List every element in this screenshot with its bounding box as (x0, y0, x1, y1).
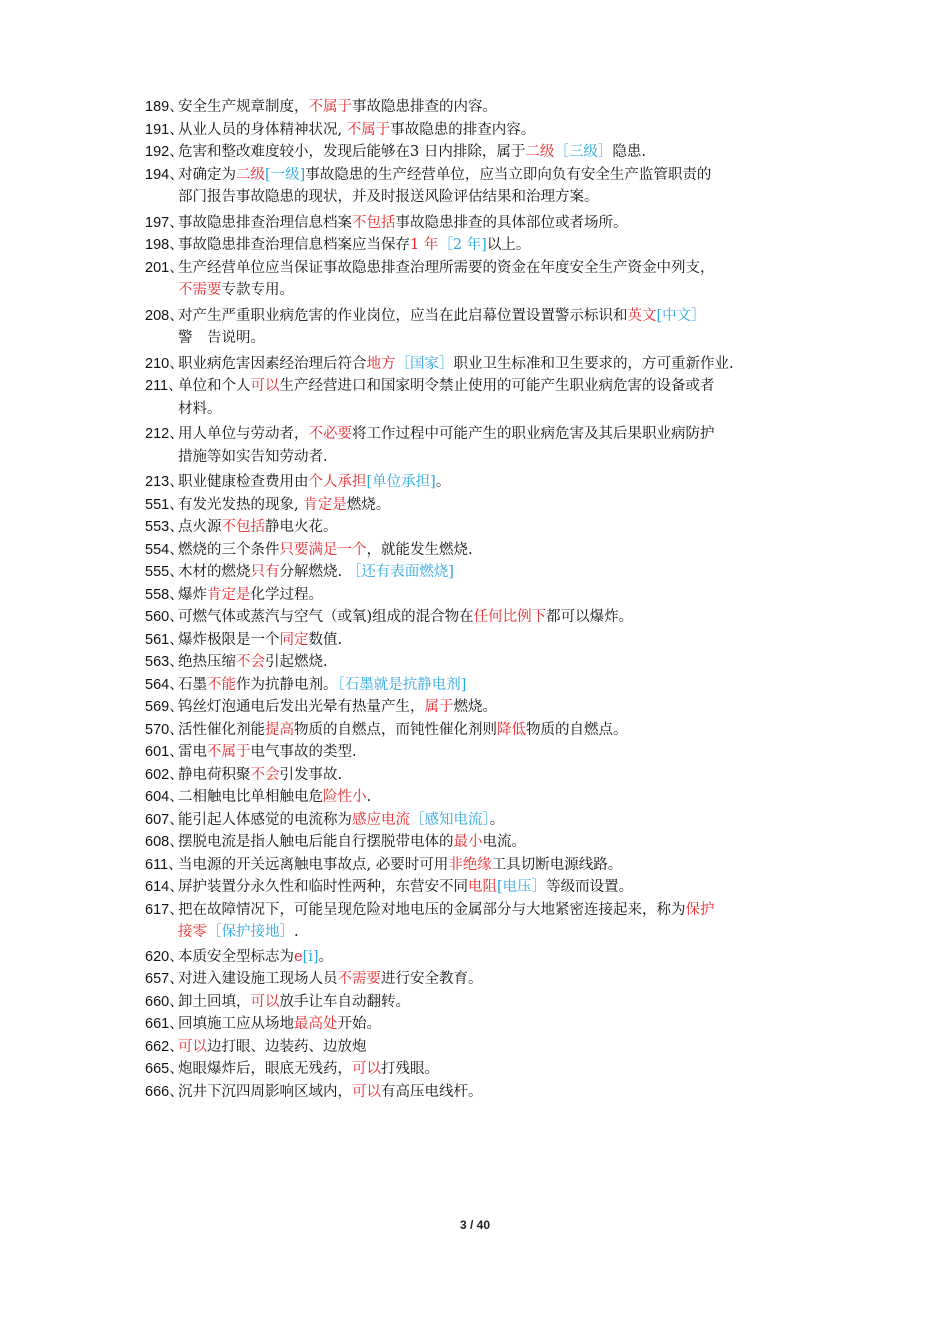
question-text (178, 561, 825, 584)
statement-text: 电气事故的类型. (250, 744, 357, 760)
question-number: 602、 (145, 766, 184, 783)
incorrect-phrase: 不会 (250, 766, 280, 783)
statement-text: 木材的燃烧 (178, 564, 251, 580)
incorrect-phrase: 可以 (352, 1083, 381, 1100)
statement-text: 进行安全教育。 (381, 971, 483, 987)
incorrect-phrase: 不必要 (308, 426, 352, 442)
question-text (178, 719, 825, 742)
statement-text: 部门报告事故隐患的现状，并及时报送风险评估结果和治理方案。 (178, 189, 599, 205)
question-text (178, 809, 825, 832)
statement-text: 静电荷积聚 (178, 766, 251, 783)
question-number: 194、 (145, 166, 184, 183)
incorrect-phrase: 保护 (685, 901, 715, 918)
question-text (178, 96, 825, 119)
statement-text: 对进入建设施工现场人员 (178, 971, 338, 987)
question-text-continued (178, 398, 825, 421)
question-text (178, 629, 825, 652)
incorrect-phrase: 险性小 (323, 789, 367, 805)
question-number: 212、 (145, 426, 184, 442)
question-item (145, 353, 825, 376)
correct-answer: [一级] (265, 166, 306, 183)
question-text (178, 651, 825, 674)
statement-text: 绝热压缩 (178, 654, 236, 670)
incorrect-phrase: 不会 (236, 654, 265, 670)
question-text-continued (178, 279, 825, 302)
question-item (145, 1081, 825, 1104)
question-number: 211、 (145, 378, 183, 394)
correct-answer: ［石墨就是抗静电剂] (337, 676, 467, 693)
question-item (145, 854, 825, 877)
question-item (145, 516, 825, 539)
question-item (145, 305, 825, 350)
incorrect-phrase: 只有 (250, 564, 280, 580)
statement-text: . (294, 924, 299, 940)
question-text (178, 375, 825, 398)
incorrect-phrase: 肯定是 (303, 496, 347, 513)
statement-text: 。 (435, 474, 451, 490)
incorrect-phrase: 感应电流 (352, 811, 410, 828)
statement-text: 单位和个人 (178, 378, 251, 394)
question-number: 210、 (145, 355, 184, 372)
question-text-continued (178, 186, 825, 209)
statement-text: 隐患. (612, 144, 646, 160)
question-item (145, 674, 825, 697)
question-text (178, 674, 825, 697)
statement-text: 爆炸极限是一个 (178, 631, 280, 648)
question-text (178, 212, 825, 235)
question-list (145, 96, 825, 1103)
statement-text: 可燃气体或蒸汽与空气（或氧)组成的混合物在 (178, 609, 474, 625)
incorrect-phrase: 1 年 (410, 237, 439, 253)
question-text (178, 764, 825, 787)
question-number: 198、 (145, 237, 184, 253)
statement-text: 安全生产规章制度， (178, 99, 309, 115)
question-text (178, 584, 825, 607)
question-text (178, 353, 825, 376)
statement-text: ，就能发生燃烧. (366, 541, 473, 558)
statement-text: 放手让车自动翻转。 (279, 993, 410, 1010)
incorrect-phrase: 不需要 (337, 971, 381, 987)
statement-text: . (366, 789, 372, 805)
question-item (145, 141, 825, 164)
question-number: 657、 (145, 971, 184, 987)
question-number: 660、 (145, 993, 184, 1010)
correct-answer: ［2 年] (438, 237, 487, 253)
statement-text: 有高压电线杆。 (381, 1083, 483, 1100)
correct-answer: ［保护接地］ (207, 924, 294, 940)
incorrect-phrase: 属于 (424, 699, 454, 715)
statement-text: 数值. (308, 631, 343, 648)
question-item (145, 375, 825, 420)
question-item (145, 696, 825, 719)
question-item (145, 786, 825, 809)
incorrect-phrase: 二级 (525, 144, 555, 160)
question-text (178, 741, 825, 764)
question-text (178, 831, 825, 854)
question-number: 189、 (145, 99, 184, 115)
question-text-continued (178, 327, 825, 350)
question-item (145, 991, 825, 1014)
question-item (145, 629, 825, 652)
statement-text: 事故隐患排查治理信息档案应当保存 (178, 237, 410, 253)
question-item (145, 1036, 825, 1059)
statement-text: 用人单位与劳动者， (178, 426, 309, 442)
question-text (178, 234, 825, 257)
question-text (178, 876, 825, 899)
question-number: 611、 (145, 856, 183, 873)
question-item (145, 96, 825, 119)
statement-text: 燃烧的三个条件 (178, 541, 280, 558)
question-number: 617、 (145, 901, 184, 918)
statement-text: 钨丝灯泡通电后发出光晕有热量产生， (178, 699, 425, 715)
statement-text: 专款专用。 (221, 282, 294, 298)
question-text (178, 305, 825, 328)
statement-text: 把在故障情况下，可能呈现危险对地电压的金属部分与大地紧密连接起来，称为 (178, 901, 686, 918)
question-item (145, 606, 825, 629)
question-text (178, 786, 825, 809)
statement-text: 石墨 (178, 676, 207, 693)
incorrect-phrase: 地方 (366, 355, 396, 372)
question-item (145, 1058, 825, 1081)
question-item (145, 719, 825, 742)
question-number: 554、 (145, 541, 184, 558)
question-text (178, 494, 825, 517)
question-number: 561、 (145, 631, 184, 648)
question-item (145, 539, 825, 562)
statement-text: 卸土回填， (178, 993, 251, 1010)
question-text (178, 946, 825, 969)
question-number: 661、 (145, 1016, 184, 1032)
question-item (145, 1013, 825, 1036)
statement-text: 事故隐患排查治理信息档案 (178, 214, 352, 231)
statement-text: 雷电 (178, 744, 207, 760)
incorrect-phrase: 不能 (207, 676, 236, 693)
statement-text: 将工作过程中可能产生的职业病危害及其后果职业病防护 (352, 426, 715, 442)
statement-text: 都可以爆炸。 (546, 609, 634, 625)
statement-text: 燃烧。 (346, 496, 391, 513)
question-number: 564、 (145, 676, 184, 693)
statement-text: 回填施工应从场地 (178, 1016, 294, 1032)
question-number: 563、 (145, 654, 184, 670)
question-text (178, 257, 825, 280)
question-item (145, 119, 825, 142)
incorrect-phrase: 电阻 (468, 879, 497, 895)
question-text (178, 539, 825, 562)
statement-text: 措施等如实告知劳动者. (178, 448, 328, 465)
incorrect-phrase: 同定 (279, 631, 309, 648)
statement-text: 二相触电比单相触电危 (178, 789, 323, 805)
question-number: 607、 (145, 811, 184, 828)
incorrect-phrase: 提高 (265, 721, 294, 738)
question-text (178, 1036, 825, 1059)
question-number: 665、 (145, 1061, 184, 1077)
question-text (178, 423, 825, 446)
question-number: 197、 (145, 214, 184, 231)
statement-text: 物质的自燃点，而钝性催化剂则 (294, 721, 497, 738)
statement-text: 工具切断电源线路。 (491, 856, 623, 873)
correct-answer: ［还有表面燃烧] (346, 564, 454, 580)
incorrect-phrase: 最小 (453, 834, 483, 850)
incorrect-phrase: 不包括 (352, 214, 396, 231)
correct-answer: [电压］ (497, 879, 547, 895)
incorrect-phrase: 肯定是 (207, 586, 251, 603)
question-text (178, 696, 825, 719)
question-text (178, 968, 825, 991)
question-number: 192、 (145, 144, 184, 160)
question-item (145, 651, 825, 674)
question-item (145, 212, 825, 235)
question-text (178, 854, 825, 877)
statement-text: 屏护装置分永久性和临时性两种，东营安不同 (178, 879, 468, 895)
question-text-continued (178, 446, 825, 469)
question-number: 608、 (145, 834, 184, 850)
statement-text: 事故隐患排查的具体部位或者场所。 (395, 214, 628, 231)
question-text (178, 141, 825, 164)
question-number: 558、 (145, 586, 184, 603)
question-text (178, 119, 825, 142)
question-item (145, 899, 825, 944)
statement-text: 生产经营进口和国家明令禁止使用的可能产生职业病危害的设备或者 (279, 378, 715, 394)
question-item (145, 423, 825, 468)
statement-text: 职业病危害因素经治理后符合 (178, 355, 367, 372)
statement-text: 材料。 (178, 400, 222, 417)
statement-text: 静电火花。 (265, 519, 338, 535)
question-item (145, 257, 825, 302)
question-text (178, 1058, 825, 1081)
statement-text: 从业人员的身体精神状况, (178, 121, 347, 138)
incorrect-phrase: 二级 (236, 166, 265, 183)
incorrect-phrase: 任何比例下 (473, 609, 547, 625)
question-item (145, 876, 825, 899)
incorrect-phrase: 最高处 (294, 1016, 338, 1032)
statement-text: 摆脱电流是指人触电后能自行摆脱带电体的 (178, 834, 454, 850)
correct-answer: ［感知电流］ (410, 811, 490, 828)
question-number: 553、 (145, 519, 184, 535)
question-number: 191、 (145, 121, 184, 138)
question-text (178, 899, 825, 922)
statement-text: 对产生严重职业病危害的作业岗位，应当在此启幕位置设置警示标识和 (178, 307, 628, 324)
incorrect-phrase: 不属于 (308, 99, 352, 115)
statement-text: 点火源 (178, 519, 222, 535)
correct-answer: ［三级］ (554, 144, 613, 160)
question-number: 551、 (145, 496, 184, 513)
question-item (145, 968, 825, 991)
statement-text: 沉井下沉四周影响区域内， (178, 1083, 352, 1100)
statement-text: 引发事故. (279, 766, 343, 783)
question-number: 601、 (145, 744, 184, 760)
incorrect-phrase: 不属于 (207, 744, 251, 760)
statement-text: 物质的自燃点。 (526, 721, 628, 738)
correct-answer: ［国家］ (395, 355, 454, 372)
question-number: 555、 (145, 564, 184, 580)
incorrect-phrase: 个人承担 (308, 474, 367, 490)
statement-text: 活性催化剂能 (178, 721, 265, 738)
question-number: 662、 (145, 1038, 184, 1055)
incorrect-phrase: 不需要 (178, 282, 222, 298)
statement-text: 职业卫生标准和卫生要求的，方可重新作业. (453, 355, 734, 372)
incorrect-phrase: 不属于 (346, 121, 391, 138)
statement-text: 打残眼。 (381, 1061, 439, 1077)
statement-text: 作为抗静电剂。 (236, 676, 338, 693)
incorrect-phrase: 接零 (178, 924, 207, 940)
question-item (145, 234, 825, 257)
correct-answer: [中文］ (656, 307, 706, 324)
question-number: 614、 (145, 879, 184, 895)
correct-answer: [i] (302, 948, 319, 965)
statement-text: 能引起人体感觉的电流称为 (178, 811, 352, 828)
statement-text: 事故隐患的生产经营单位，应当立即向负有安全生产监管职责的 (305, 166, 712, 183)
incorrect-phrase: 可以 (178, 1038, 207, 1055)
statement-text: 。 (318, 948, 334, 965)
statement-text: 化学过程。 (250, 586, 323, 603)
question-item (145, 584, 825, 607)
question-number: 666、 (145, 1083, 184, 1100)
statement-text: 等级而设置。 (546, 879, 634, 895)
statement-text: 事故隐患排查的内容。 (352, 99, 497, 115)
statement-text: 有发光发热的现象, (178, 496, 304, 513)
question-item (145, 164, 825, 209)
statement-text: 开始。 (337, 1016, 381, 1032)
correct-answer: [单位承担] (366, 474, 436, 490)
incorrect-phrase: 非绝缘 (448, 856, 492, 873)
incorrect-phrase: 可以 (250, 378, 280, 394)
question-number: 570、 (145, 721, 184, 738)
statement-text: 本质安全型标志为 (178, 948, 294, 965)
statement-text: 危害和整改难度较小，发现后能够在3 日内排除，属于 (178, 144, 526, 160)
question-text (178, 606, 825, 629)
question-text (178, 516, 825, 539)
incorrect-phrase: 可以 (250, 993, 280, 1010)
question-text-continued (178, 921, 825, 944)
question-text (178, 991, 825, 1014)
question-text (178, 164, 825, 187)
question-item (145, 831, 825, 854)
question-text (178, 471, 825, 494)
incorrect-phrase: 不包括 (221, 519, 265, 535)
question-number: 569、 (145, 699, 184, 715)
incorrect-phrase: 可以 (352, 1061, 381, 1077)
question-text (178, 1081, 825, 1104)
statement-text: 事故隐患的排查内容。 (390, 121, 536, 138)
question-item (145, 494, 825, 517)
incorrect-phrase: 英文 (627, 307, 657, 324)
incorrect-phrase: 降低 (497, 721, 526, 738)
statement-text: 对确定为 (178, 166, 236, 183)
question-item (145, 471, 825, 494)
incorrect-phrase: e (294, 948, 303, 965)
question-item (145, 946, 825, 969)
incorrect-phrase: 只要满足一个 (279, 541, 367, 558)
question-number: 208、 (145, 307, 184, 324)
statement-text: 生产经营单位应当保证事故隐患排查治理所需要的资金在年度安全生产资金中列支， (178, 259, 715, 276)
statement-text: 炮眼爆炸后，眼底无残药， (178, 1061, 352, 1077)
question-number: 201、 (145, 259, 184, 276)
question-number: 560、 (145, 609, 184, 625)
question-text (178, 1013, 825, 1036)
question-item (145, 561, 825, 584)
statement-text: 引起燃烧. (265, 654, 328, 670)
statement-text: 以上。 (486, 237, 531, 253)
question-item (145, 809, 825, 832)
statement-text: 电流。 (482, 834, 526, 850)
question-item (145, 764, 825, 787)
question-number: 620、 (145, 948, 184, 965)
statement-text: 爆炸 (178, 586, 207, 603)
page-number: 3 / 40 (459, 1218, 491, 1232)
statement-text: 分解燃烧. (279, 564, 347, 580)
statement-text: 。 (489, 811, 505, 828)
statement-text: 燃烧。 (453, 699, 497, 715)
question-number: 213、 (145, 474, 184, 490)
statement-text: 边打眼、边装药、边放炮 (207, 1038, 367, 1055)
statement-text: 警 告说明。 (178, 330, 265, 346)
statement-text: 当电源的开关远离触电事故点, 必要时可用 (178, 856, 449, 873)
question-item (145, 741, 825, 764)
statement-text: 职业健康检查费用由 (178, 474, 309, 490)
question-number: 604、 (145, 789, 184, 805)
